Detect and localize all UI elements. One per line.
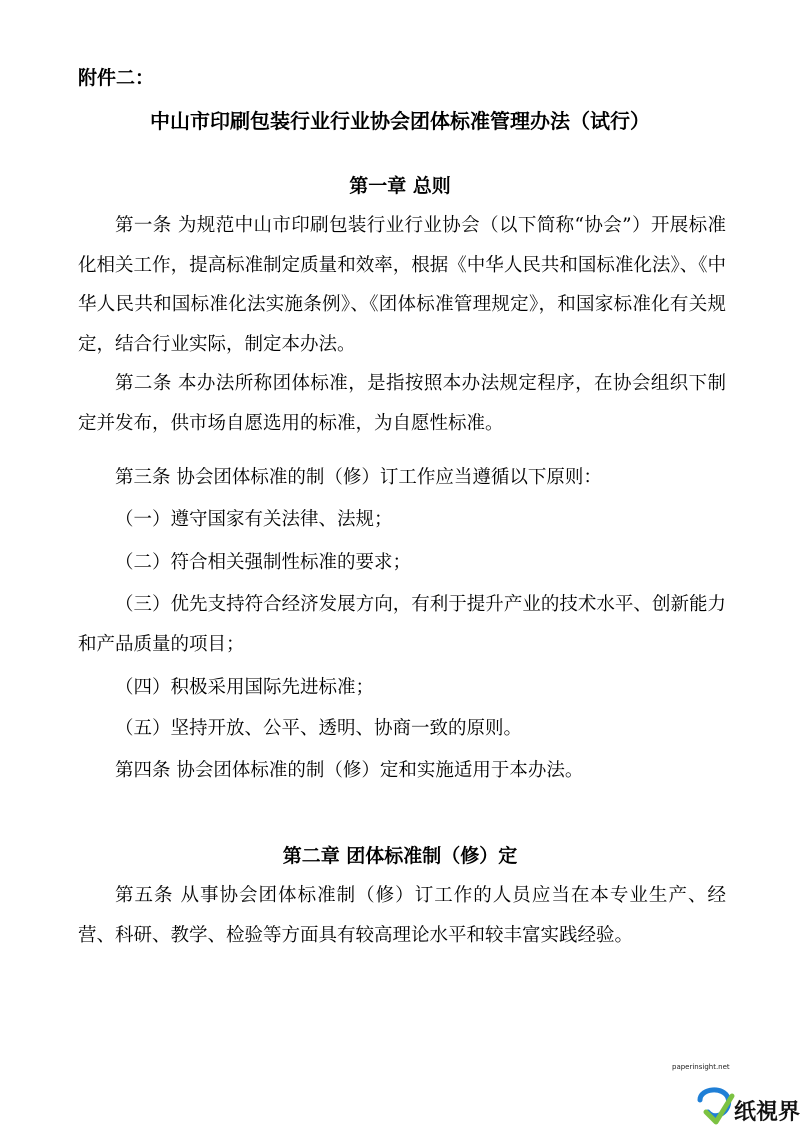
principle-1: （一）遵守国家有关法律、法规； xyxy=(115,509,393,530)
principle-4: （四）积极采用国际先进标准； xyxy=(115,677,375,698)
principle-5: （五）坚持开放、公平、透明、协商一致的原则。 xyxy=(115,718,523,739)
article-2: 第二条 本办法所称团体标准，是指按照本办法规定程序，在协会组织下制定并发布，供市场自愿选用的标准，为自愿性标准。 xyxy=(78,373,726,434)
principle-2: （二）符合相关强制性标准的要求； xyxy=(115,552,412,573)
watermark-brand: 纸視界 xyxy=(734,1100,800,1125)
principle-3: （三）优先支持符合经济发展方向，有利于提升产业的技术水平、创新能力和产品质量的项目； xyxy=(78,594,726,655)
article-1: 第一条 为规范中山市印刷包装行业行业协会（以下简称“协会”）开展标准化相关工作，提高标准制定质量和效率，根据《中华人民共和国标准化法》、《中华人民共和国标准化法实施条例》、《团体标准管理规定》，和国家标准化有关规定，结合行业实际，制定本办法。 xyxy=(78,215,726,355)
article-5: 第五条 从事协会团体标准制（修）订工作的人员应当在本专业生产、经营、科研、教学、检验等方面具有较高理论水平和较丰富实践经验。 xyxy=(78,885,726,946)
document-title: 中山市印刷包装行业行业协会团体标准管理办法（试行） xyxy=(150,109,650,133)
chapter-2-heading: 第二章 团体标准制（修）定 xyxy=(282,845,518,867)
watermark-url: paperinsight.net xyxy=(672,1063,730,1071)
attachment-label: 附件二： xyxy=(78,67,155,89)
article-3: 第三条 协会团体标准的制（修）订工作应当遵循以下原则： xyxy=(115,467,602,488)
chapter-1-heading: 第一章 总则 xyxy=(349,175,451,197)
article-4: 第四条 协会团体标准的制（修）定和实施适用于本办法。 xyxy=(115,760,584,781)
